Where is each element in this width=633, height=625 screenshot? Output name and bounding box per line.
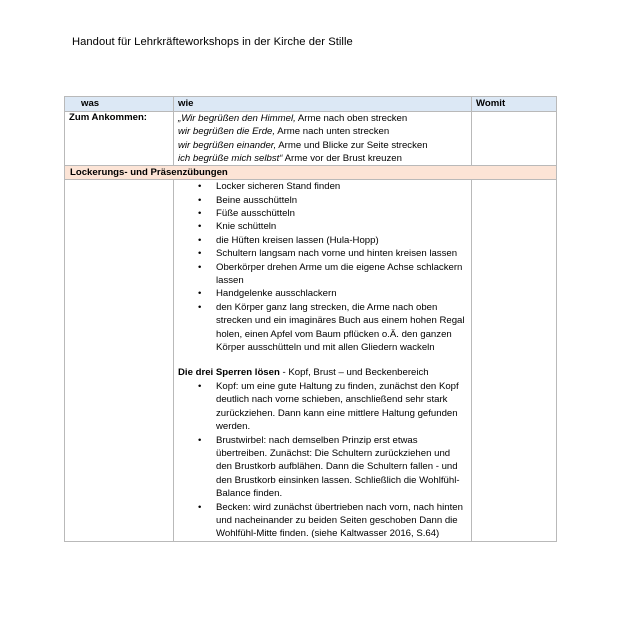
- list-item: • Beine ausschütteln: [198, 194, 467, 207]
- exercise-list: [178, 180, 467, 354]
- list-item: • Brustwirbel: nach demselben Prinzip erst etwas übertreiben. Zunächst: Die Schultern zurückziehen und den Brustkorb aufblähen. Dann die Schultern fallen - und den Brustkorb einsinken lassen. Schließlich die Wohlfühl-Balance finden.: [198, 434, 467, 501]
- womit-cell-exercises: [472, 180, 557, 542]
- sperren-list: [178, 380, 467, 541]
- list-item: • Locker sicheren Stand finden: [198, 180, 467, 193]
- womit-cell-ankommen: [472, 112, 557, 166]
- header-was: was: [65, 97, 174, 112]
- greeting-line: „Wir begrüßen den Himmel, Arme nach oben strecken: [178, 113, 408, 124]
- list-item: • den Körper ganz lang strecken, die Arme nach oben strecken und ein imaginäres Buch aus einem hohen Regal holen, einen Apfel vom Baum pflücken o.Ä. den ganzen Körper ausschütteln und mit allen Gliedern wackeln: [198, 301, 467, 355]
- document-title: Handout für Lehrkräfteworkshops in der Kirche der Stille: [72, 36, 353, 48]
- list-item: • die Hüften kreisen lassen (Hula-Hopp): [198, 234, 467, 247]
- table-header-row: [65, 97, 557, 112]
- workshop-table: [64, 96, 557, 542]
- list-item: • Oberkörper drehen Arme um die eigene Achse schlackern lassen: [198, 261, 467, 288]
- list-item: • Knie schütteln: [198, 220, 467, 233]
- greeting-line: wir begrüßen die Erde, Arme nach unten strecken: [178, 126, 390, 138]
- header-wie: wie: [174, 97, 472, 112]
- table-row-exercises: [65, 180, 557, 542]
- header-womit: Womit: [472, 97, 557, 112]
- exercises-cell: [174, 180, 472, 542]
- table-row-ankommen: [65, 112, 557, 166]
- list-item: • Schultern langsam nach vorne und hinten kreisen lassen: [198, 247, 467, 260]
- list-item: • Handgelenke ausschlackern: [198, 287, 467, 300]
- greeting-line: wir begrüßen einander, Arme und Blicke zur Seite strecken: [178, 139, 428, 151]
- greeting-line: ich begrüße mich selbst“ Arme vor der Brust kreuzen: [178, 152, 402, 164]
- list-item: • Füße ausschütteln: [198, 207, 467, 220]
- was-cell-exercises: [65, 180, 174, 542]
- list-item: • Kopf: um eine gute Haltung zu finden, zunächst den Kopf deutlich nach vorne schieben, anschließend sehr stark zurückziehen. Dann kann eine mittlere Haltung gefunden werden.: [198, 380, 467, 434]
- sperren-heading: Die drei Sperren lösen - Kopf, Brust – und Beckenbereich: [178, 367, 429, 379]
- section-title: Lockerungs- und Präsenzübungen: [65, 166, 557, 180]
- row-label-ankommen: Zum Ankommen:: [65, 112, 174, 166]
- greeting-cell: [174, 112, 472, 166]
- section-row: [65, 166, 557, 180]
- list-item: • Becken: wird zunächst übertrieben nach vorn, nach hinten und nacheinander zu beiden Seiten geschoben Dann die Wohlfühl-Mitte finden. (siehe Kaltwasser 2016, S.64): [198, 501, 467, 541]
